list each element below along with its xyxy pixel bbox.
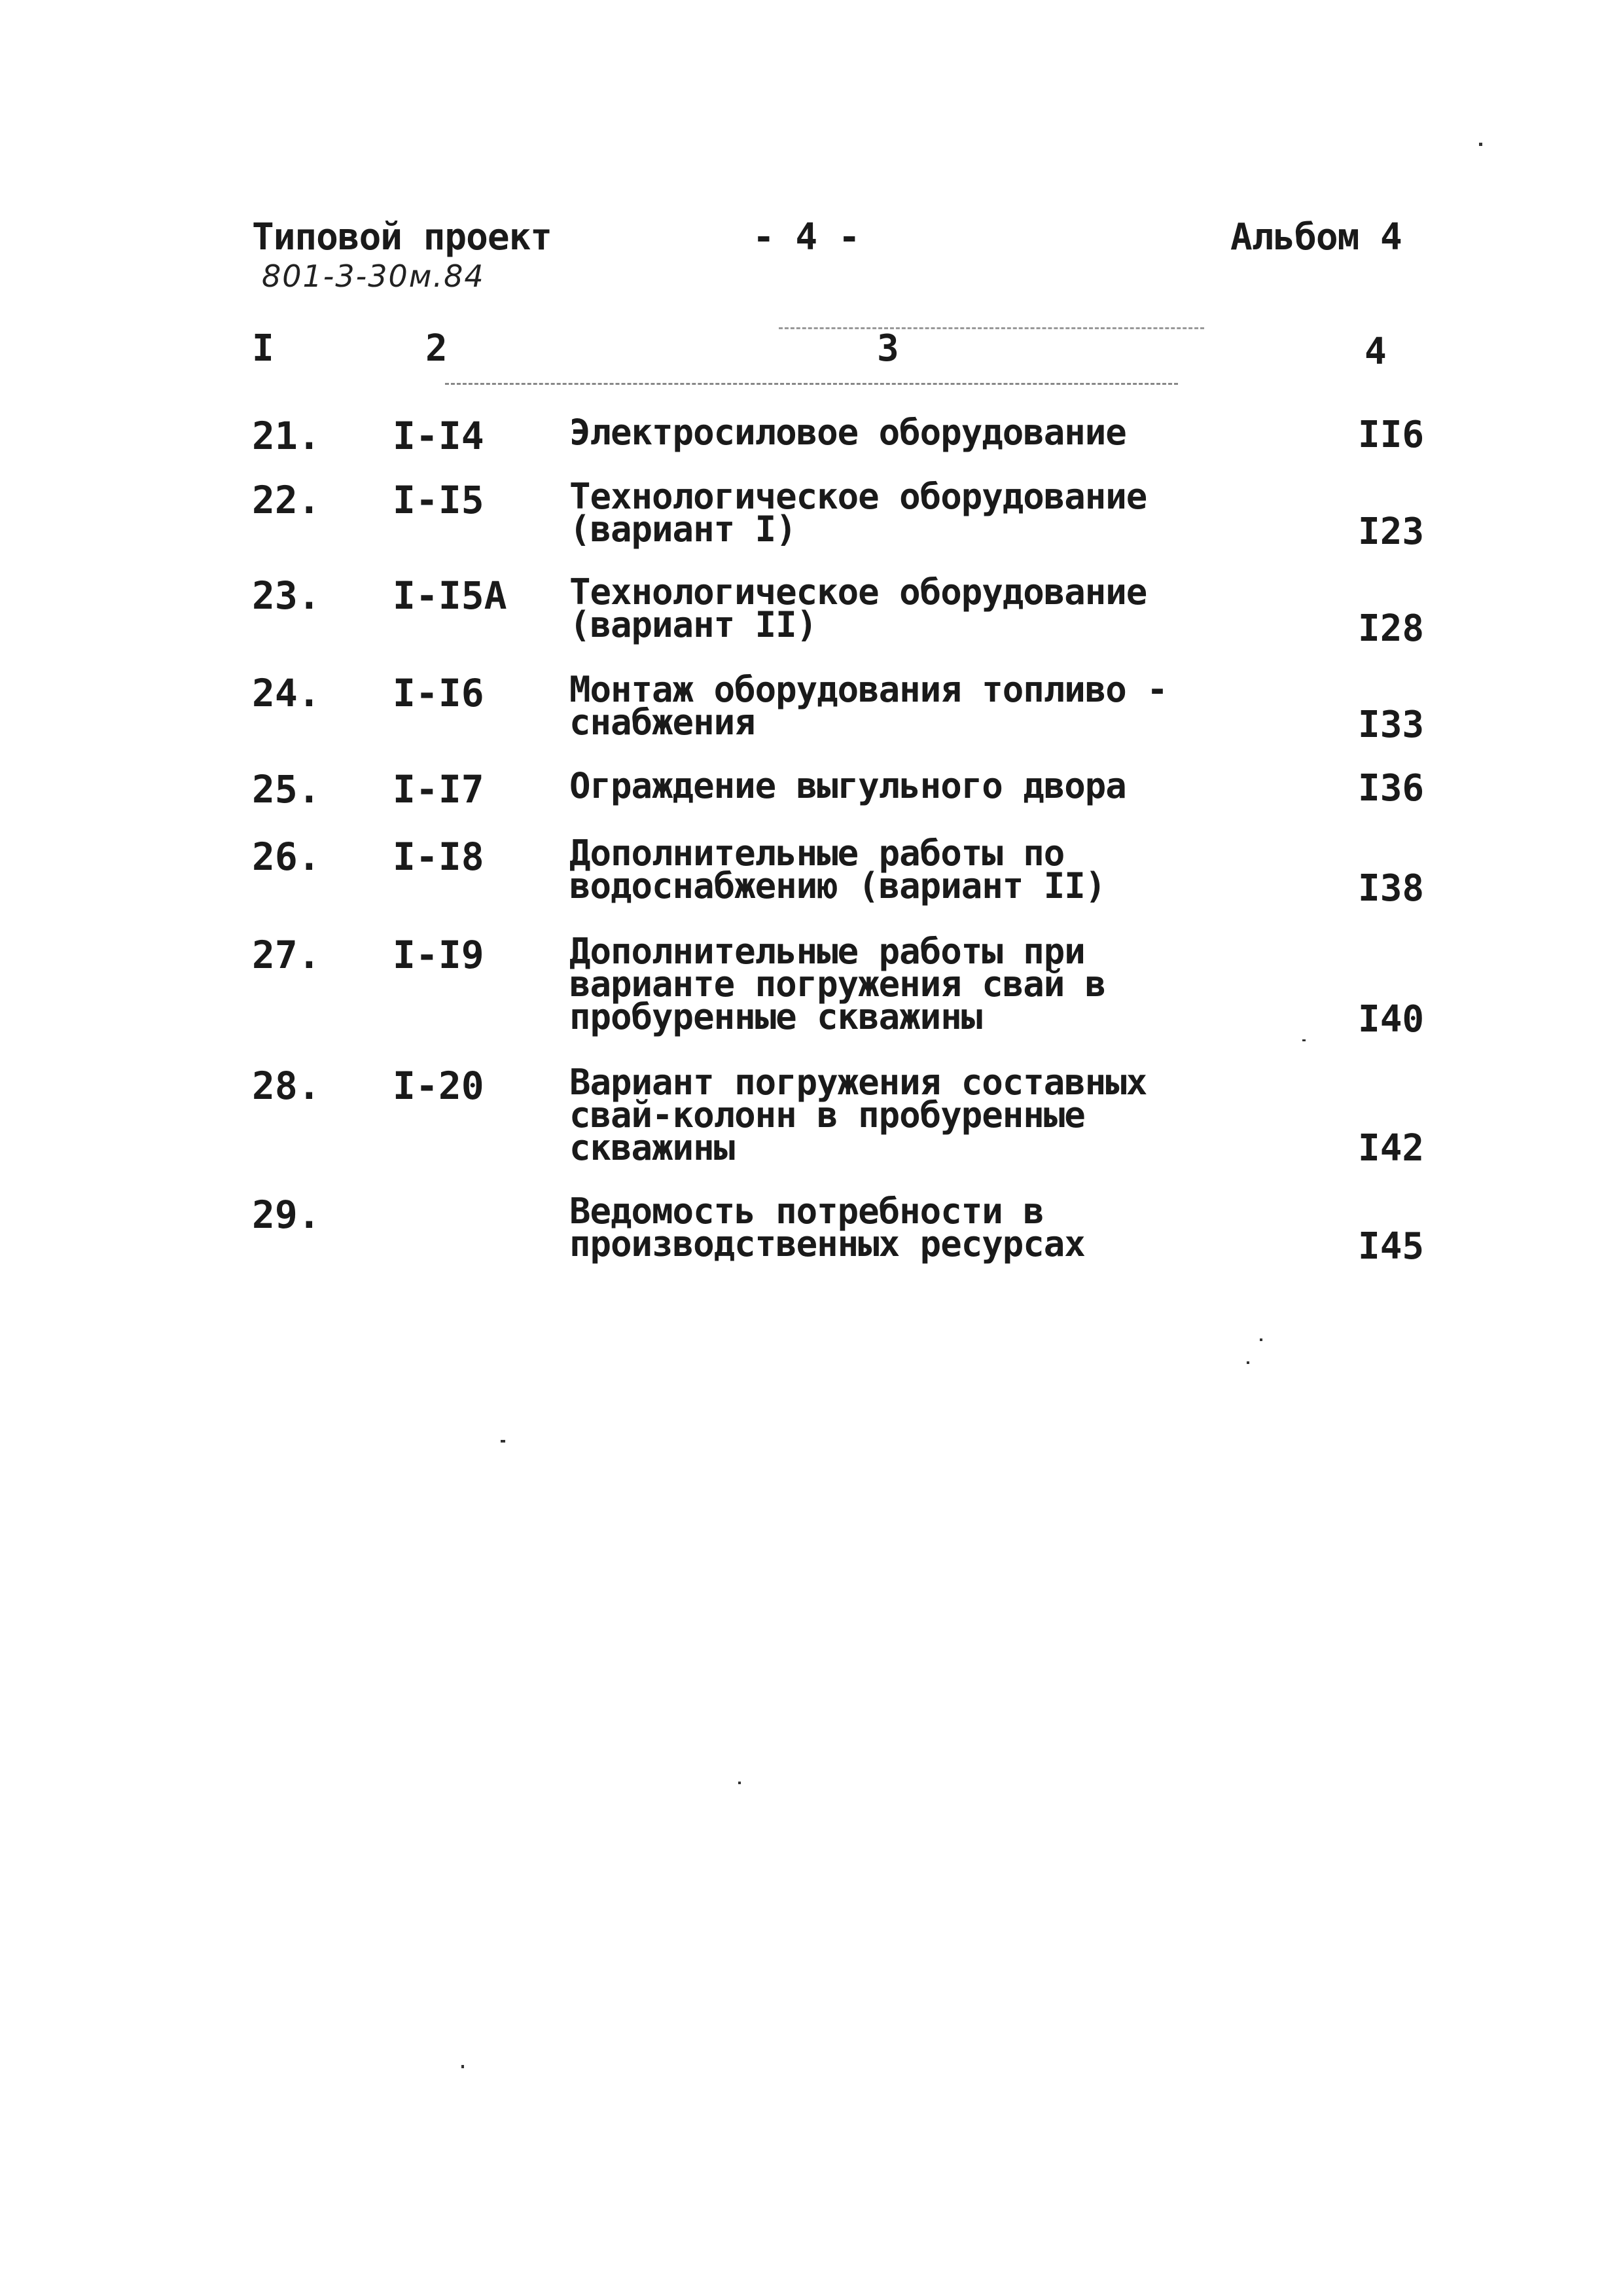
row-code: I-I5	[393, 478, 484, 522]
scan-speck	[1247, 1361, 1249, 1364]
scan-speck	[738, 1782, 741, 1784]
row-code: I-I5A	[393, 573, 507, 618]
row-page: I45	[1358, 1225, 1425, 1268]
row-code: I-20	[393, 1064, 484, 1108]
scan-speck	[1302, 1039, 1306, 1041]
scan-speck	[501, 1440, 505, 1443]
project-label: Типовой проект	[252, 216, 552, 259]
row-description-line: Монтаж оборудования топливо -	[569, 669, 1168, 710]
row-page: I40	[1358, 998, 1425, 1041]
album-label: Альбом 4	[1230, 216, 1402, 259]
row-code: I-I9	[393, 933, 484, 977]
row-description-line: Технологическое оборудование	[569, 476, 1147, 517]
row-page: I36	[1358, 767, 1425, 810]
row-number: 24.	[252, 671, 321, 715]
row-description-line: водоснабжению (вариант II)	[569, 865, 1106, 906]
row-number: 28.	[252, 1064, 321, 1108]
row-number: 27.	[252, 933, 321, 977]
row-description-line: (вариант I)	[569, 509, 796, 550]
scan-speck	[461, 2065, 464, 2068]
row-description-line: Электросиловое оборудование	[569, 412, 1126, 453]
page-number: - 4 -	[753, 216, 860, 259]
scan-speck	[1479, 143, 1482, 146]
row-code: I-I4	[393, 414, 484, 458]
row-description-line: снабжения	[569, 702, 755, 743]
row-code: I-I7	[393, 767, 484, 812]
row-description-line: варианте погружения свай в	[569, 963, 1106, 1005]
header-rule-bottom	[445, 383, 1178, 385]
row-description-line: свай-колонн в пробуренные	[569, 1094, 1085, 1136]
column-header-3: 3	[877, 327, 899, 370]
row-description-line: пробуренные скважины	[569, 996, 982, 1037]
row-description-line: Ограждение выгульного двора	[569, 765, 1126, 806]
row-description-line: производственных ресурсах	[569, 1223, 1085, 1265]
row-number: 23.	[252, 573, 321, 618]
row-description-line: Вариант погружения составных	[569, 1062, 1147, 1103]
header-rule-top	[779, 327, 1204, 329]
row-page: II6	[1358, 414, 1425, 456]
column-header-4: 4	[1364, 331, 1387, 373]
row-number: 21.	[252, 414, 321, 458]
column-header-2: 2	[425, 327, 448, 370]
row-description-line: (вариант II)	[569, 604, 817, 645]
row-code: I-I8	[393, 834, 484, 879]
row-description-line: Дополнительные работы по	[569, 833, 1065, 874]
row-code: I-I6	[393, 671, 484, 715]
row-page: I28	[1358, 607, 1425, 650]
row-page: I38	[1358, 867, 1425, 910]
row-description-line: Ведомость потребности в	[569, 1191, 1044, 1232]
row-page: I42	[1358, 1127, 1425, 1170]
row-number: 26.	[252, 834, 321, 879]
column-header-1: I	[252, 327, 274, 370]
row-number: 25.	[252, 767, 321, 812]
row-description-line: Технологическое оборудование	[569, 571, 1147, 613]
row-description-line: Дополнительные работы при	[569, 931, 1085, 972]
row-description-line: скважины	[569, 1127, 735, 1168]
project-code: 801-3-30м.84	[262, 259, 485, 294]
row-page: I33	[1358, 704, 1425, 746]
row-page: I23	[1358, 511, 1425, 553]
row-number: 29.	[252, 1193, 321, 1237]
row-number: 22.	[252, 478, 321, 522]
scan-speck	[1260, 1338, 1262, 1341]
